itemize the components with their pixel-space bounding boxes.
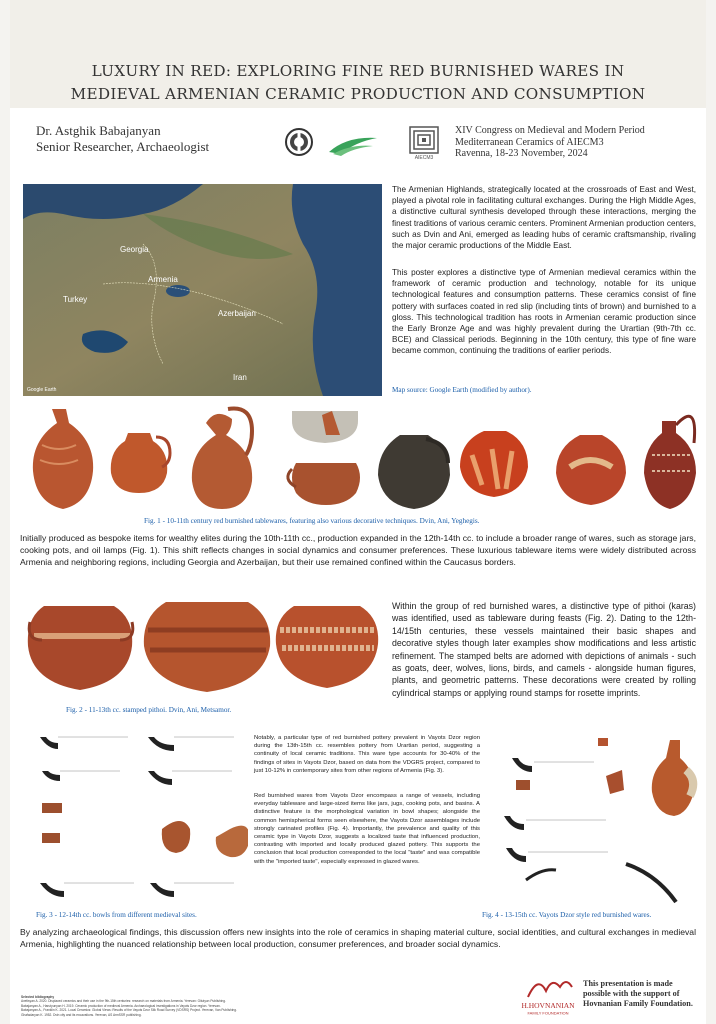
fig2-pithoi [26, 596, 392, 700]
leaf-swoosh-logo [327, 134, 379, 156]
bowl-photo-row [42, 803, 248, 857]
hovnanian-foundation-logo [518, 975, 578, 1017]
poster-title [10, 60, 706, 106]
references [21, 995, 511, 1017]
map-label-turkey: Turkey [63, 295, 88, 304]
hovnanian-logo-text: H.HOVNANIAN [521, 1001, 575, 1010]
institute-seal-logo [285, 128, 313, 156]
author-block [36, 123, 209, 155]
pithos-1 [28, 606, 133, 690]
sponsor-line-3: Hovnanian Family Foundation. [583, 999, 693, 1008]
title-line-2: MEDIEVAL ARMENIAN CERAMIC PRODUCTION AND CONSUMPTION [70, 85, 646, 103]
map-credit: Google Earth [27, 387, 57, 393]
bowl-profile-row-3 [40, 883, 234, 897]
map-source-caption: Map source: Google Earth (modified by author). [392, 386, 532, 394]
congress-line-3: Ravenna, 18-23 November, 2024 [455, 148, 588, 159]
vessel-jug-8 [556, 435, 626, 505]
congress-info [455, 125, 645, 160]
vessel-jug-2 [111, 433, 170, 493]
sherd-set [504, 738, 676, 902]
title-banner [10, 0, 706, 108]
fig3-bowl-drawings [30, 733, 248, 907]
bowl-profile-row-2 [42, 771, 232, 785]
vessel-pot-5 [288, 463, 360, 505]
author-name: Dr. Astghik Babajanyan [36, 123, 161, 138]
vayots-paragraph-2: Red burnished wares from Vayots Dzor encompass a range of vessels, including everyday tableware and large-sized items like jars, jugs, cooking pots, and basins. A distinctive feature is the morphological variation in bowl shapes; alongside the common hemispherical forms seen elsewhere, the Vayots Dzor assemblages include strongly carinated profiles (Fig. 4). Importantly, the prevalence and quality of this ceramic type in Vayots Dzor, suggests a localized taste that influenced production, contrasting with imported and locally produced glazed pottery. This supports the conclusion that local production corresponded to the local "taste" and was compatible with the "imported taste", especially expressed in glazed wares. [254, 793, 480, 865]
title-line-1: LUXURY IN RED: EXPLORING FINE RED BURNISHED WARES IN [91, 62, 625, 80]
vayots-paragraph-1: Notably, a particular type of red burnished pottery prevalent in Vayots Dzor region during the 13th-15th cc. resembles pottery from Urartian period, suggesting a continuity of local ceramic traditions. This ware type accounts for 30-40% of the findings of sites in Vayots Dzor, based on data from the VDGRS project, compared to just 10-12% in contemporary sites from other regions of Armenia (Fig. 3). [254, 735, 480, 774]
vessel-jug-9 [644, 416, 696, 509]
sponsor-line-2: possible with the support of [583, 989, 680, 998]
aiecm3-logo-text: AIECM3 [414, 155, 434, 160]
map-label-georgia: Georgia [120, 245, 149, 254]
vessel-jug-6 [378, 435, 450, 509]
fig1-vessels [22, 405, 706, 513]
fig4-caption: Fig. 4 - 13-15th cc. Vayots Dzor style red burnished wares. [482, 911, 652, 919]
fig2-caption: Fig. 2 - 11-13th cc. stamped pithoi. Dvin, Ani, Metsamor. [66, 706, 232, 714]
references-heading: Selected bibliography [21, 995, 55, 999]
map-label-azerbaijan: Azerbaijan [218, 309, 256, 318]
pithos-3 [276, 606, 378, 688]
vessel-pitcher-3 [192, 408, 252, 509]
poster [10, 0, 706, 1024]
reference-4: Ghafadaryan K. 1952. Dvin city and its excavations. Yerevan, AS ArmSSR publishing. [21, 1012, 142, 1017]
vessel-jug-1 [33, 409, 93, 509]
aiecm3-logo [408, 126, 440, 160]
fig1-caption: Fig. 1 - 10-11th century red burnished tablewares, featuring also various decorative techniques. Dvin, Ani, Yeghegis. [144, 517, 480, 525]
intro-paragraph-1: The Armenian Highlands, strategically located at the crossroads of East and West, played a pivotal role in facilitating cultural exchanges. During the High Middle Ages, a distinctive cultural synthesis developed through these interactions, merging the finest traditions of various ceramic centers. Prominent Armenian production centers, such as Dvin and Ani, emerged as leading hubs of ceramic craftsmanship, rivaling the major ceramic productions of the Middle East. [392, 185, 696, 251]
reference-1: Avetisyan A. 2020. Displaced ceramics and their use in the 9th-15th centuries: research on materials from Armenia. Yerevan: Gitutyun Publishing. [21, 999, 226, 1004]
map-label-iran: Iran [233, 373, 247, 382]
reference-3: Babajanyan A., Franklin K. 2021. Local Ceramics: Global Views: Results of the Vayots Dzor Silk Road Survey (VDSRS) Project. Yerevan, Van Publishing. [21, 1008, 237, 1013]
conclusion-paragraph: By analyzing archaeological findings, this discussion offers new insights into the role of ceramics in shaping material culture, social identities, and cultural exchanges in medieval Armenia, highlighting the nuanced relationship between local production, consumer preferences, and broader social dynamics. [20, 927, 696, 950]
pithos-2 [144, 602, 270, 692]
red-jug [652, 740, 694, 816]
fig1-paragraph: Initially produced as bespoke items for wealthy elites during the 10th-11th cc., production expanded in the 12th-14th cc. to include a broader range of wares, such as storage jars, cooking pots, and oil lamps (Fig. 1). This shift reflects changes in social dynamics and consumer preferences. These luxurious tableware items were widely distributed across Armenia and neighboring regions, including Georgia and Azerbaijan, but their use remained confined within the Caucasus borders. [20, 533, 696, 568]
sponsor-line-1: This presentation is made [583, 979, 673, 988]
map-label-armenia: Armenia [148, 275, 178, 284]
bowl-profile-row-1 [40, 737, 234, 751]
congress-line-1: XIV Congress on Medieval and Modern Period [455, 125, 645, 136]
sponsor-acknowledgement [583, 979, 693, 1009]
author-role: Senior Researcher, Archaeologist [36, 139, 210, 154]
vessel-jug-7 [460, 431, 528, 497]
vessel-bowl-4 [292, 411, 358, 443]
region-map [23, 184, 382, 396]
fig4-vayots-wares [486, 730, 698, 908]
reference-2: Babajanyan A., Harutyunyan H. 2019. Ceramic production of medieval Armenia. Archaeological investigations in Vayots Dzor region. Yerevan. [21, 1003, 221, 1008]
intro-paragraph-2: This poster explores a distinctive type of Armenian medieval ceramics within the framework of ceramic production and technology, notable for its unique technological features and consumption patterns. These ceramics consist of fine pottery with surfaces coated in red slip (including tints of brown) and burnished to a gloss. This technological tradition has roots in Armenian ceramic production since the Early Bronze Age and was highly prevalent during the Urartian (9th-7th cc. BCE) and Classical periods. Beginning in the 10th century, this type of fine ware became common, continuing the traditions of earlier periods. [392, 268, 696, 356]
congress-line-2: Mediterranean Ceramics of AIECM3 [455, 136, 604, 148]
fig2-paragraph: Within the group of red burnished wares, a distinctive type of pithoi (karas) was identified, used as tableware during feasts (Fig. 2). Dating to the 12th-14/15th centuries, these vessels maintained their basic shapes and decorative styles though later examples show modifications and less artistic refinement. The stamped belts are adorned with depictions of animals - such as goats, deer, wolves, lions, birds, and camels - alongside human figures, plants, and geometric patterns. These decorations were created by rolling cylindrical stamps or applying round stamps for rosette imprints. [392, 601, 696, 698]
hovnanian-logo-subtext: FAMILY FOUNDATION [527, 1010, 569, 1016]
fig3-caption: Fig. 3 - 12-14th cc. bowls from different medieval sites. [36, 911, 197, 919]
